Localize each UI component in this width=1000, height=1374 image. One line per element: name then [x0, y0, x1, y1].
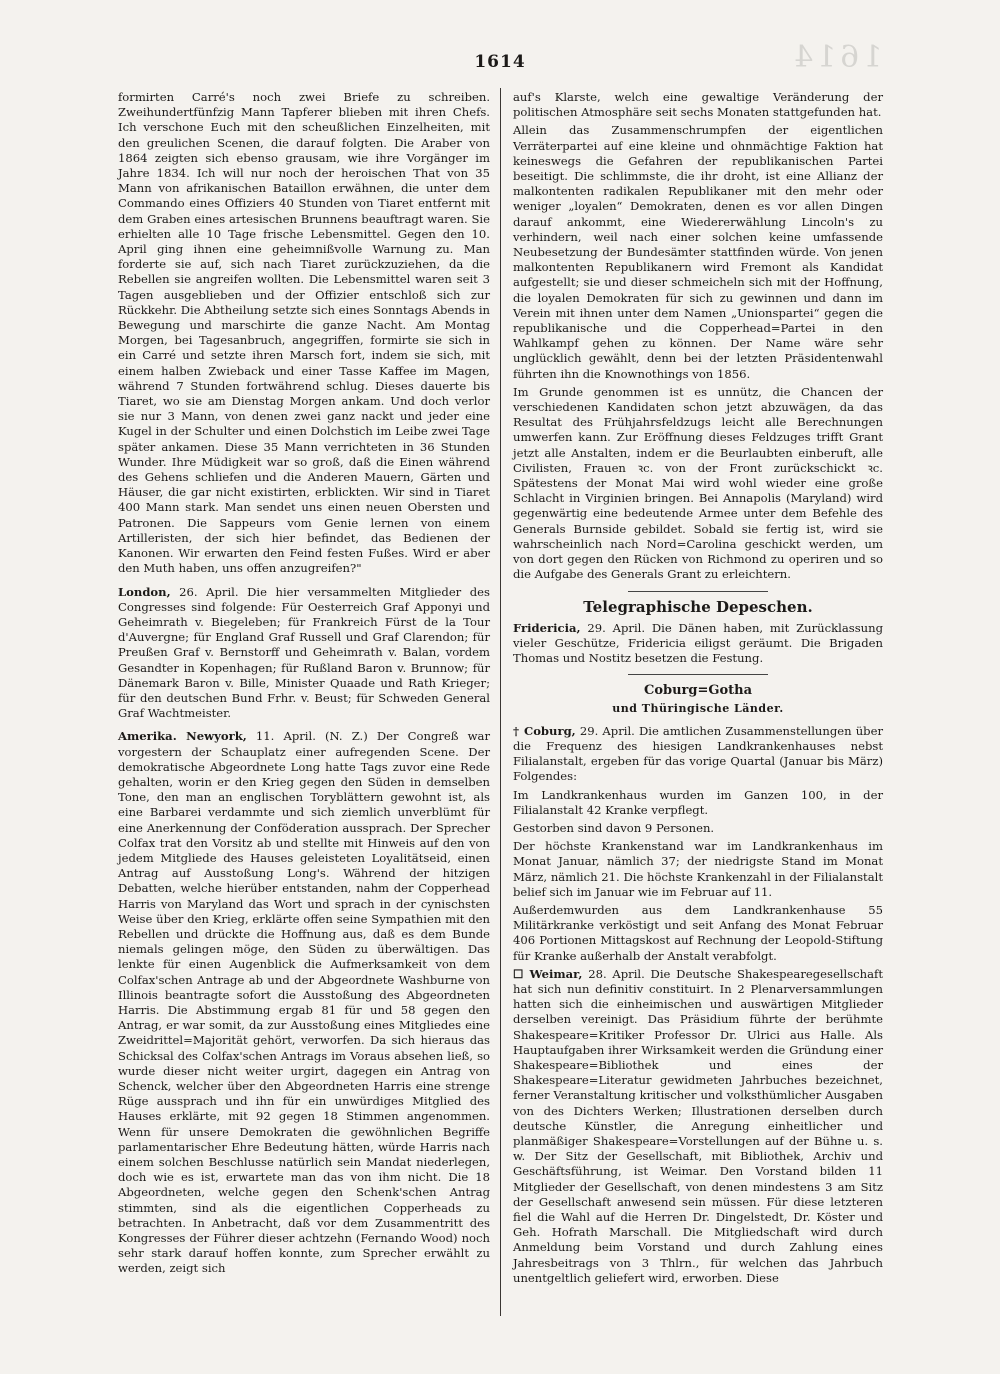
paragraph-text: 11. April. (N. Z.) Der Congreß war vorgestern der Schauplatz einer aufregenden Scene. Der demokratische Abgeordnete Long hatte Tags zuvor eine Rede gehalten, worin er den Krieg gegen den Süden in demselben Tone, den man an englischen Toryblättern gewohnt ist, als eine Barbarei verdammte und sich ziemlich unverblümt für eine Anerkennung der Conföderation aussprach. Der Sprecher Colfax trat den Vorsitz ab und stellte mit Hinweis auf den von jedem Mitgliede des Hauses geleisteten Loyalitätseid, einen Antrag auf Ausstoßung Long's. Während der hitzigen Debatten, welche hierüber entstanden, nahm der Copperhead Harris von Maryland das Wort und sprach in der cynischsten Weise über den Krieg, erklärte offen seine Sympathien mit den Rebellen und drückte die Hoffnung aus, daß es dem Bunde niemals gelingen möge, den Süden zu überwältigen. Das lenkte für einen Augenblick die Aufmerksamkeit von dem Colfax'schen Antrage ab und der Abgeordnete Washburne von Illinois beantragte sofort die Ausstoßung des Abgeordneten Harris. Die Abstimmung ergab 81 für und 58 gegen den Antrag, er war somit, da zur Ausstoßung eines Mitgliedes eine Zweidrittel=Majorität gehört, verworfen. Da sich hieraus das Schicksal des Colfax'schen Antrags im Voraus absehen ließ, so wurde dieser nicht weiter urgirt, dagegen ein Antrag von Schenck, welcher über den Abgeordneten Harris eine strenge Rüge aussprach und ihn für ein unwürdiges Mitglied des Hauses erklärte, mit 92 gegen 18 Stimmen angenommen. Wenn für unsere Demokraten die gewöhnlichen Begriffe parlamentarischer Ehre Bedeutung hätten, würde Harris nach einem solchen Beschlusse natürlich sein Mandat niederlegen, doch wie es ist, erwartete man das von ihm nicht. Die 18 Abgeordneten, welche gegen den Schenk'schen Antrag stimmten, sind als die eigentlichen Copperheads zu betrachten. In Anbetracht, daß vor dem Zusammentritt des Kongresses der Führer dieser achtzehn (Fernando Wood) noch sehr stark darauf hoffen konnte, zum Sprecher erwählt zu werden, zeigt sich: [118, 729, 491, 1276]
telegraph-heading: Telegraphische Depeschen.: [583, 597, 813, 616]
article-paragraph: Der höchste Krankenstand war im Landkrankenhaus im Monat Januar, nämlich 37; der niedrigste Stand im Monat März, nämlich 21. Die höchste Krankenzahl in der Filialanstalt belief sich im Januar wie im Februar auf 11.: [513, 839, 883, 899]
article-paragraph: auf's Klarste, welch eine gewaltige Veränderung der politischen Atmosphäre seit sechs Monaten stattgefunden hat.: [513, 90, 883, 120]
paragraph-text: 29. April. Die amtlichen Zusammenstellungen über die Frequenz des hiesigen Landkrankenhauses nebst Filialanstalt, ergeben für das vorige Quartal (Januar bis März) Folgendes:: [513, 723, 883, 784]
article-paragraph: Im Landkrankenhaus wurden im Ganzen 100, in der Filialanstalt 42 Kranke verpflegt.: [513, 787, 883, 817]
article-coburg: [513, 724, 883, 785]
column-divider: [500, 88, 501, 1316]
article-paragraph: Außerdemwurden aus dem Landkrankenhause 55 Militärkranke verköstigt und seit Anfang des Monat Februar 406 Portionen Mittagskost auf Rechnung der Leopold-Stiftung für Kranke außerhalb der Anstalt verabfolgt.: [513, 902, 883, 963]
left-column: [118, 90, 490, 1280]
article-paragraph: [118, 90, 490, 577]
section-rule: [628, 674, 768, 675]
article-fridericia: [513, 621, 883, 667]
dateline: ☐ Weimar,: [513, 966, 583, 981]
paragraph-text: 28. April. Die Deutsche Shakespearegesellschaft hat sich nun definitiv constituirt. In 2 Plenarversammlungen hatten sich die einheimischen und auswärtigen Mitglieder derselben vereinigt. Das Präsidium führte der berühmte Shakespeare=Kritiker Professor Dr. Ulrici aus Halle. Als Hauptaufgaben ihrer Wirksamkeit werden die Gründung einer Shakespeare=Bibliothek und eines der Shakespeare=Literatur gewidmeten Jahrbuches bezeichnet, ferner Veranstaltung kritischer und volksthümlicher Ausgaben von des Dichters Werken; Illustrationen derselben durch deutsche Künstler, die Anregung einheitlicher und planmäßiger Shakespeare=Vorstellungen auf der Bühne u. s. w. Der Sitz der Gesellschaft, mit Bibliothek, Archiv und Geschäftsführung, ist Weimar. Den Vorstand bilden 11 Mitglieder der Gesellschaft, von denen mindestens 3 am Sitz der Gesellschaft anwesend sein müssen. Für diese letzteren fiel die Wahl auf die Herren Dr. Dingelstedt, Dr. Köster und Geh. Hofrath Marschall. Die Mitgliedschaft wird durch Anmeldung beim Vorstand und durch Zahlung eines Jahresbeitrags von 3 Thlrn., für welchen das Jahrbuch unentgeltlich geliefert wird, erworben. Diese: [513, 966, 883, 1285]
coburg-subheading: und Thüringische Länder.: [612, 701, 784, 715]
paragraph-text: formirten Carré's noch zwei Briefe zu schreiben. Zweihundertfünfzig Mann Tapferer blieben mit ihren Chefs. Ich verschone Euch mit den scheußlichen Einzelheiten, mit den greulichen Scenen, die darauf folgten. Die Araber von 1864 zeigten sich ebenso grausam, wie ihre Vorgänger im Jahre 1834. Ich will nur noch der heroischen That von 35 Mann von afrikanischen Bataillon erwähnen, die unter dem Commando eines Offiziers 40 Stunden von Tiaret entfernt mit dem Graben eines artesischen Brunnens beauftragt waren. Sie erhielten alle 10 Tage frische Lebensmittel. Gegen den 10. April ging ihnen eine geheimnißvolle Warnung zu. Man forderte sie auf, sich nach Tiaret zurückzuziehen, da die Rebellen sie angreifen wollten. Die Lebensmittel waren seit 3 Tagen ausgeblieben und der Offizier entschloß sich zur Rückkehr. Die Abtheilung setzte sich eines Sonntags Abends in Bewegung und marschirte die ganze Nacht. Am Montag Morgen, bei Tagesanbruch, angegriffen, formirte sie sich in ein Carré und setzte ihren Marsch fort, indem sie sich, mit einem halben Zwieback und einer Tasse Kaffee im Magen, während 7 Stunden fortwährend schlug. Dieses dauerte bis Tiaret, wo sie am Dienstag Morgen ankam. Und doch verlor sie nur 3 Mann, von denen zwei ganz nackt und jeder eine Kugel in der Schulter und einen Dolchstich im Leibe zwei Tage später ankamen. Diese 35 Mann verrichteten in 36 Stunden Wunder. Ihre Müdigkeit war so groß, daß die Einen während des Gehens schliefen und die Anderen Mauern, Gärten und Häuser, die gar nicht existirten, erblickten. Wir sind in Tiaret 400 Mann stark. Man sendet uns einen neuen Obersten und Patronen. Die Sappeurs vom Genie lernen von einem Artilleristen, der sich hier befindet, das Bedienen der Kanonen. Wir erwarten den Feind festen Fußes. Wird er aber den Muth haben, uns offen anzugreifen?": [118, 90, 490, 576]
paragraph-text: 29. April. Die Dänen haben, mit Zurücklassung vieler Geschütze, Fridericia eiligst geräumt. Die Brigaden Thomas und Nostitz besetzen die Festung.: [513, 620, 883, 666]
paragraph-text: 26. April. Die hier versammelten Mitglieder des Congresses sind folgende: Für Oesterreich Graf Apponyi und Geheimrath v. Biegeleben; für Frankreich Fürst de la Tour d'Auvergne; für England Graf Russell und Graf Clarendon; für Preußen Graf v. Bernstorff und Geheimrath v. Balan, vordem Gesandter in Kopenhagen; für Rußland Baron v. Brunnow; für Dänemark Baron v. Bille, Minister Quaade und Rath Krieger; für den deutschen Bund Frhr. v. Beust; für Schweden General Graf Wachtmeister.: [118, 584, 490, 721]
page-number: 1614: [474, 52, 526, 72]
dateline: Amerika. Newyork,: [118, 729, 247, 744]
show-through-text: 1614: [790, 40, 883, 75]
article-paragraph: Gestorben sind davon 9 Personen.: [513, 820, 715, 835]
article-london: [118, 585, 490, 722]
coburg-heading: Coburg=Gotha: [643, 683, 753, 699]
article-newyork: [118, 729, 490, 1276]
dateline: † Coburg,: [513, 723, 576, 738]
article-paragraph: Allein das Zusammenschrumpfen der eigentlichen Verräterpartei auf eine kleine und ohnmächtige Faktion hat keineswegs die Gefahren der republikanischen Partei beseitigt. Die schlimmste, die ihr droht, ist eine Allianz der malkontenten radikalen Republikaner mit den mehr oder weniger „loyalen“ Demokraten, denen es vor allen Dingen darauf ankommt, eine Wiedererwählung Lincoln's zu verhindern, weil nach einer solchen keine umfassende Neubesetzung der Bundesämter stattfinden würde. Von jenen malkontenten Republikanern wird Fremont als Kandidat aufgestellt; sie und dieser schmeicheln sich mit der Hoffnung, die loyalen Demokraten für sich zu gewinnen und dann im Verein mit ihnen unter dem Namen „Unionspartei“ gegen die republikanische und die Copperhead=Partei in den Wahlkampf gehen zu können. Der Name wäre sehr unglücklich gewählt, denn bei der letzten Präsidentenwahl führten ihn die Knownothings von 1856.: [513, 123, 883, 381]
article-paragraph: Im Grunde genommen ist es unnütz, die Chancen der verschiedenen Kandidaten schon jetzt abzuwägen, da das Resultat des Frühjahrsfeldzugs leicht alle Berechnungen umwerfen kann. Zur Eröffnung dieses Feldzuges trifft Grant jetzt alle Anstalten, indem er die Beurlaubten einberuft, alle Civilisten, Frauen ꝛc. von der Front zurückschickt ꝛc. Spätestens der Monat Mai wird wohl wieder eine große Schlacht in Virginien bringen. Bei Annapolis (Maryland) wird gegenwärtig eine bedeutende Armee unter dem Befehle des Generals Burnside gebildet. Sobald sie fertig ist, wird sie wahrscheinlich nach Nord=Carolina geschickt werden, um von dort gegen den Rücken von Richmond zu operiren und so die Aufgabe des Generals Grant zu erleichtern.: [513, 384, 883, 582]
article-weimar: [513, 967, 883, 1286]
right-column: [513, 90, 883, 1289]
dateline: London,: [118, 584, 171, 599]
section-rule: [628, 591, 768, 592]
dateline: Fridericia,: [513, 620, 581, 635]
